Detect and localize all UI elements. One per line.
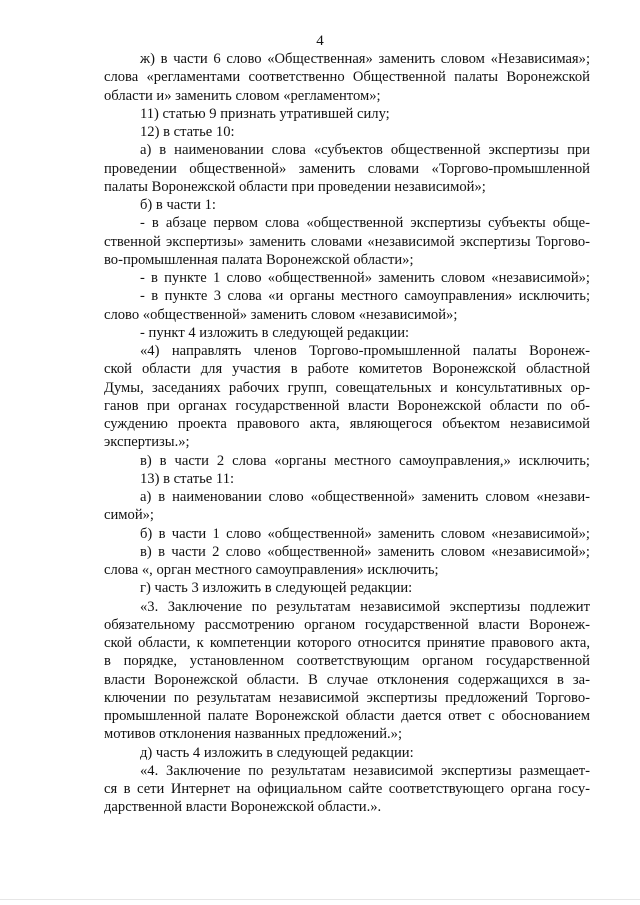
text-line: слова «регламентами соответственно Общественной палаты Воронежской (104, 69, 590, 86)
text-line: ганов при органах государственной власти Воронежской области по об- (104, 397, 590, 414)
text-line: в) в части 2 слова «органы местного самоуправления,» исключить; (140, 452, 590, 469)
text-line: «3. Заключение по результатам независимой экспертизы подлежит (140, 598, 590, 615)
text-line: 11) статью 9 признать утратившей силу; (140, 105, 390, 122)
text-line: проведении общественной» заменить словами «Торгово-промышленной (104, 160, 590, 177)
text-line: обязательному рассмотрению органом государственной власти Воронеж- (104, 616, 590, 633)
text-line: а) в наименовании слово «общественной» заменить словом «незави- (140, 489, 590, 505)
text-line: - пункт 4 изложить в следующей редакции: (140, 324, 410, 341)
text-line: ж) в части 6 слово «Общественная» заменить словом «Независимая»; (140, 51, 590, 67)
text-line: промышленной палате Воронежской области дается ответ с обоснованием (104, 708, 590, 724)
text-line: «4) направлять членов Торгово-промышленной палаты Воронеж- (140, 343, 590, 359)
text-line: экспертизы.»; (104, 434, 190, 451)
text-line: слово «общественной» заменить словом «независимой»; (104, 306, 458, 323)
text-line: ской области, к компетенции которого относится принятие правового акта, (104, 635, 590, 651)
text-line: б) в части 1 слово «общественной» заменить словом «независимой»; (140, 525, 590, 542)
document-body (104, 50, 590, 817)
page-number: 4 (316, 33, 324, 49)
text-line: суждению проекта правового акта, являющегося объектом независимой (104, 416, 590, 432)
text-line: палаты Воронежской области при проведении независимой»; (104, 178, 486, 195)
text-line: 13) в статье 11: (140, 470, 235, 487)
text-line: д) часть 4 изложить в следующей редакции: (140, 744, 414, 761)
text-line: области и» заменить словом «регламентом»; (104, 87, 381, 104)
text-line: г) часть 3 изложить в следующей редакции: (140, 580, 413, 597)
text-line: - в пункте 3 слова «и органы местного самоуправления» исключить; (140, 288, 590, 305)
text-line: во-промышленная палата Воронежской области»; (104, 251, 414, 268)
page-divider (0, 899, 640, 900)
text-line: б) в части 1: (140, 197, 216, 213)
text-line: ключении по результатам независимой экспертизы предложений Торгово- (104, 689, 590, 706)
text-line: 12) в статье 10: (140, 124, 235, 140)
text-line: в порядке, установленном соответствующим органом государственной (104, 653, 590, 670)
text-line: симой»; (104, 507, 154, 524)
text-line: власти Воронежской области. В случае отклонения содержащихся в за- (104, 671, 590, 688)
text-line: дарственной власти Воронежской области.». (104, 799, 382, 816)
text-line: «4. Заключение по результатам независимой экспертизы размещает- (140, 762, 590, 779)
text-line: мотивов отклонения названных предложений.»; (104, 726, 403, 743)
text-line: слова «, орган местного самоуправления» исключить; (104, 562, 439, 578)
text-line: ственной экспертизы» заменить словами «независимой экспертизы Торгово- (104, 233, 590, 250)
text-line: - в пункте 1 слово «общественной» заменить словом «независимой»; (140, 270, 590, 286)
text-line: а) в наименовании слова «субъектов общественной экспертизы при (140, 142, 590, 159)
text-line: в) в части 2 слово «общественной» заменить словом «независимой»; (140, 543, 590, 560)
text-line: ся в сети Интернет на официальном сайте соответствующего органа госу- (104, 781, 590, 797)
text-line: Думы, заседаниях рабочих групп, совещательных и консультативных ор- (104, 379, 590, 396)
text-line: ской области для участия в работе комитетов Воронежской областной (104, 361, 590, 378)
text-line: - в абзаце первом слова «общественной экспертизы субъекты обще- (140, 215, 590, 232)
